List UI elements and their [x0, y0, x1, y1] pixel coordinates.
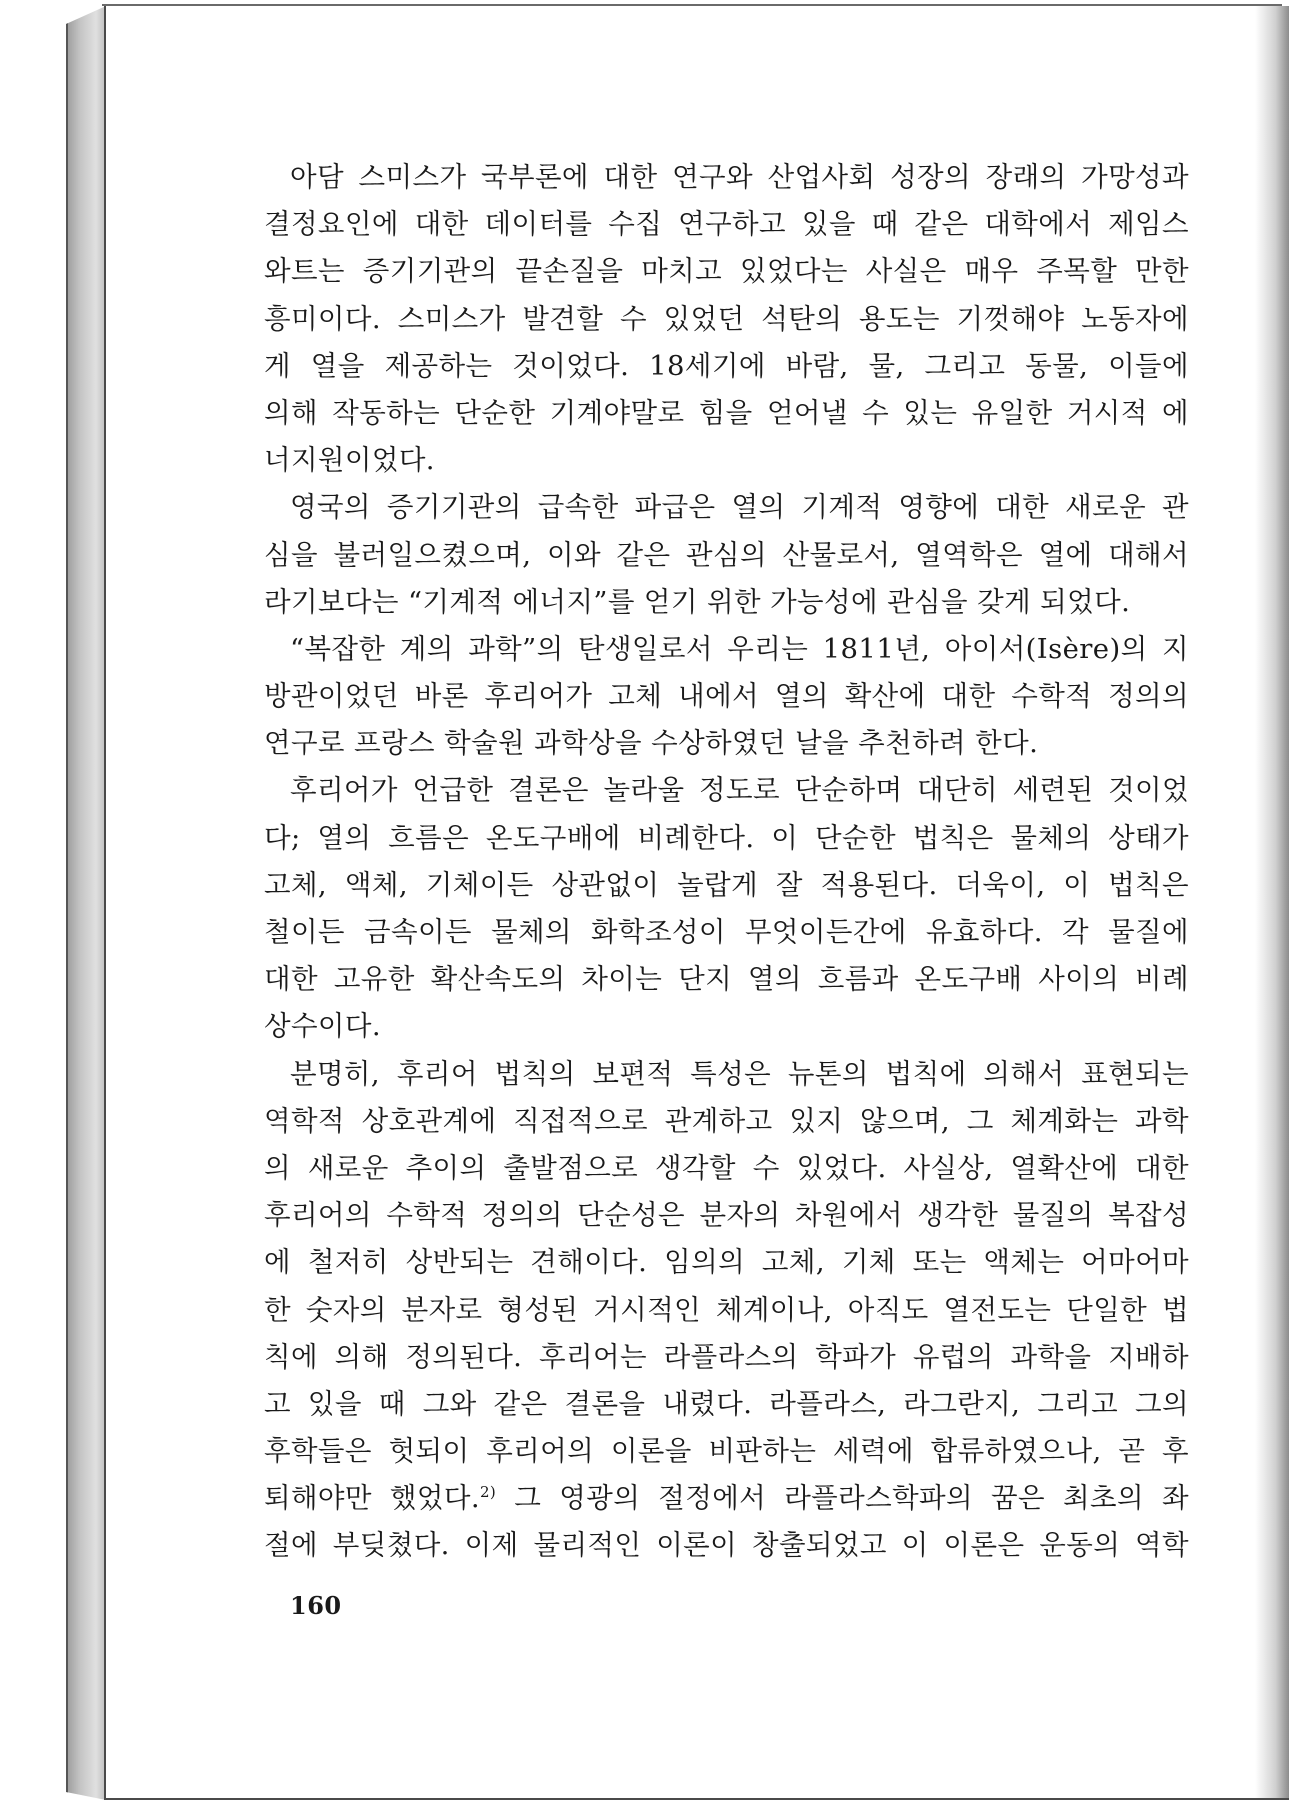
text-line-content: 퇴해야만 했었다.	[264, 1482, 480, 1515]
text-line-content: 와트는 증기기관의 끝손질을 마치고 있었다는 사실은 매우 주목할 만한	[264, 255, 1189, 288]
text-line-content: 고체, 액체, 기체이든 상관없이 놀랍게 잘 적용된다. 더욱이, 이 법칙은	[264, 868, 1189, 901]
text-line-content: 후리어가 언급한 결론은 놀라울 정도로 단순하며 대단히 세련된 것이었	[290, 774, 1189, 807]
text-line-content: 의 새로운 추이의 출발점으로 생각할 수 있었다. 사실상, 열확산에 대한	[264, 1151, 1189, 1184]
text-line-content: 결정요인에 대한 데이터를 수집 연구하고 있을 때 같은 대학에서 제임스	[264, 208, 1189, 241]
text-line	[264, 767, 1189, 814]
text-line-content: 너지원이었다.	[264, 444, 435, 477]
text-line	[264, 626, 1189, 673]
text-line-content: 대한 고유한 확산속도의 차이는 단지 열의 흐름과 온도구배 사이의 비례	[264, 963, 1189, 996]
text-line	[264, 390, 1189, 437]
text-line	[264, 296, 1189, 343]
text-line-content: “복잡한 계의 과학”의 탄생일로서 우리는 1811년, 아이서(Isère)의 지	[290, 632, 1189, 665]
text-line-content: 후리어의 수학적 정의의 단순성은 분자의 차원에서 생각한 물질의 복잡성	[264, 1199, 1189, 1232]
text-line-content: 방관이었던 바론 후리어가 고체 내에서 열의 확산에 대한 수학적 정의의	[264, 680, 1189, 713]
text-line	[264, 720, 1189, 767]
text-line	[264, 673, 1189, 720]
text-line-content: 후학들은 헛되이 후리어의 이론을 비판하는 세력에 합류하였으나, 곧 후	[264, 1435, 1189, 1468]
text-line-content: 라기보다는 “기계적 에너지”를 얻기 위한 가능성에 관심을 갖게 되었다.	[264, 585, 1131, 618]
footnote-marker: 2)	[479, 1483, 497, 1502]
text-line-content: 심을 불러일으켰으며, 이와 같은 관심의 산물로서, 열역학은 열에 대해서	[264, 538, 1189, 571]
text-line-content: 칙에 의해 정의된다. 후리어는 라플라스의 학파가 유럽의 과학을 지배하	[264, 1340, 1189, 1373]
body-text	[264, 154, 1189, 1570]
text-line	[264, 909, 1189, 956]
text-line	[264, 1239, 1189, 1286]
text-line-content: 철이든 금속이든 물체의 화학조성이 무엇이든간에 유효하다. 각 물질에	[264, 916, 1189, 948]
text-line	[264, 956, 1189, 1003]
text-line	[264, 1003, 1189, 1050]
text-line-content: 게 열을 제공하는 것이었다. 18세기에 바람, 물, 그리고 동물, 이들에	[264, 349, 1189, 382]
text-line	[264, 1381, 1189, 1428]
text-line	[264, 201, 1189, 248]
text-line-continuation: 그 영광의 절정에서 라플라스학파의 꿈은 최초의 좌	[496, 1482, 1189, 1515]
text-line	[264, 1287, 1189, 1334]
text-line	[264, 1334, 1189, 1381]
text-line	[264, 532, 1189, 579]
text-line	[264, 1522, 1189, 1569]
text-line	[264, 579, 1189, 626]
text-line	[264, 437, 1189, 484]
text-line	[264, 1051, 1189, 1098]
text-line	[264, 343, 1189, 390]
text-line	[264, 1192, 1189, 1239]
text-line-content: 한 숫자의 분자로 형성된 거시적인 체계이나, 아직도 열전도는 단일한 법	[264, 1293, 1189, 1326]
text-line-content: 역학적 상호관계에 직접적으로 관계하고 있지 않으며, 그 체계화는 과학	[264, 1104, 1189, 1137]
text-line-content: 분명히, 후리어 법칙의 보편적 특성은 뉴톤의 법칙에 의해서 표현되는	[290, 1057, 1189, 1090]
text-line-content: 연구로 프랑스 학술원 과학상을 수상하였던 날을 추천하려 한다.	[264, 727, 1039, 760]
text-line	[264, 1428, 1189, 1475]
text-line-content: 다; 열의 흐름은 온도구배에 비례한다. 이 단순한 법칙은 물체의 상태가	[264, 821, 1189, 854]
text-line	[264, 862, 1189, 909]
text-line	[264, 1145, 1189, 1192]
text-line-content: 아담 스미스가 국부론에 대한 연구와 산업사회 성장의 장래의 가망성과	[290, 161, 1189, 193]
text-line-content: 흥미이다. 스미스가 발견할 수 있었던 석탄의 용도는 기껏해야 노동자에	[264, 302, 1189, 335]
text-line-content: 상수이다.	[264, 1010, 382, 1043]
text-line	[264, 1475, 1189, 1522]
text-line	[264, 1098, 1189, 1145]
text-line-content: 고 있을 때 그와 같은 결론을 내렸다. 라플라스, 라그란지, 그리고 그의	[264, 1387, 1189, 1420]
text-line-content: 의해 작동하는 단순한 기계야말로 힘을 얻어낼 수 있는 유일한 거시적 에	[264, 396, 1189, 429]
book-side-edge	[66, 6, 106, 1800]
page-number: 160	[290, 1591, 342, 1620]
text-line	[264, 815, 1189, 862]
text-line	[264, 248, 1189, 295]
text-line-content: 절에 부딪쳤다. 이제 물리적인 이론이 창출되었고 이 이론은 운동의 역학	[264, 1529, 1189, 1562]
text-line	[264, 484, 1189, 531]
text-line-content: 에 철저히 상반되는 견해이다. 임의의 고체, 기체 또는 액체는 어마어마	[264, 1246, 1189, 1279]
text-line	[264, 154, 1189, 201]
text-line-content: 영국의 증기기관의 급속한 파급은 열의 기계적 영향에 대한 새로운 관	[290, 491, 1189, 524]
page-right-shadow	[1255, 6, 1289, 1798]
